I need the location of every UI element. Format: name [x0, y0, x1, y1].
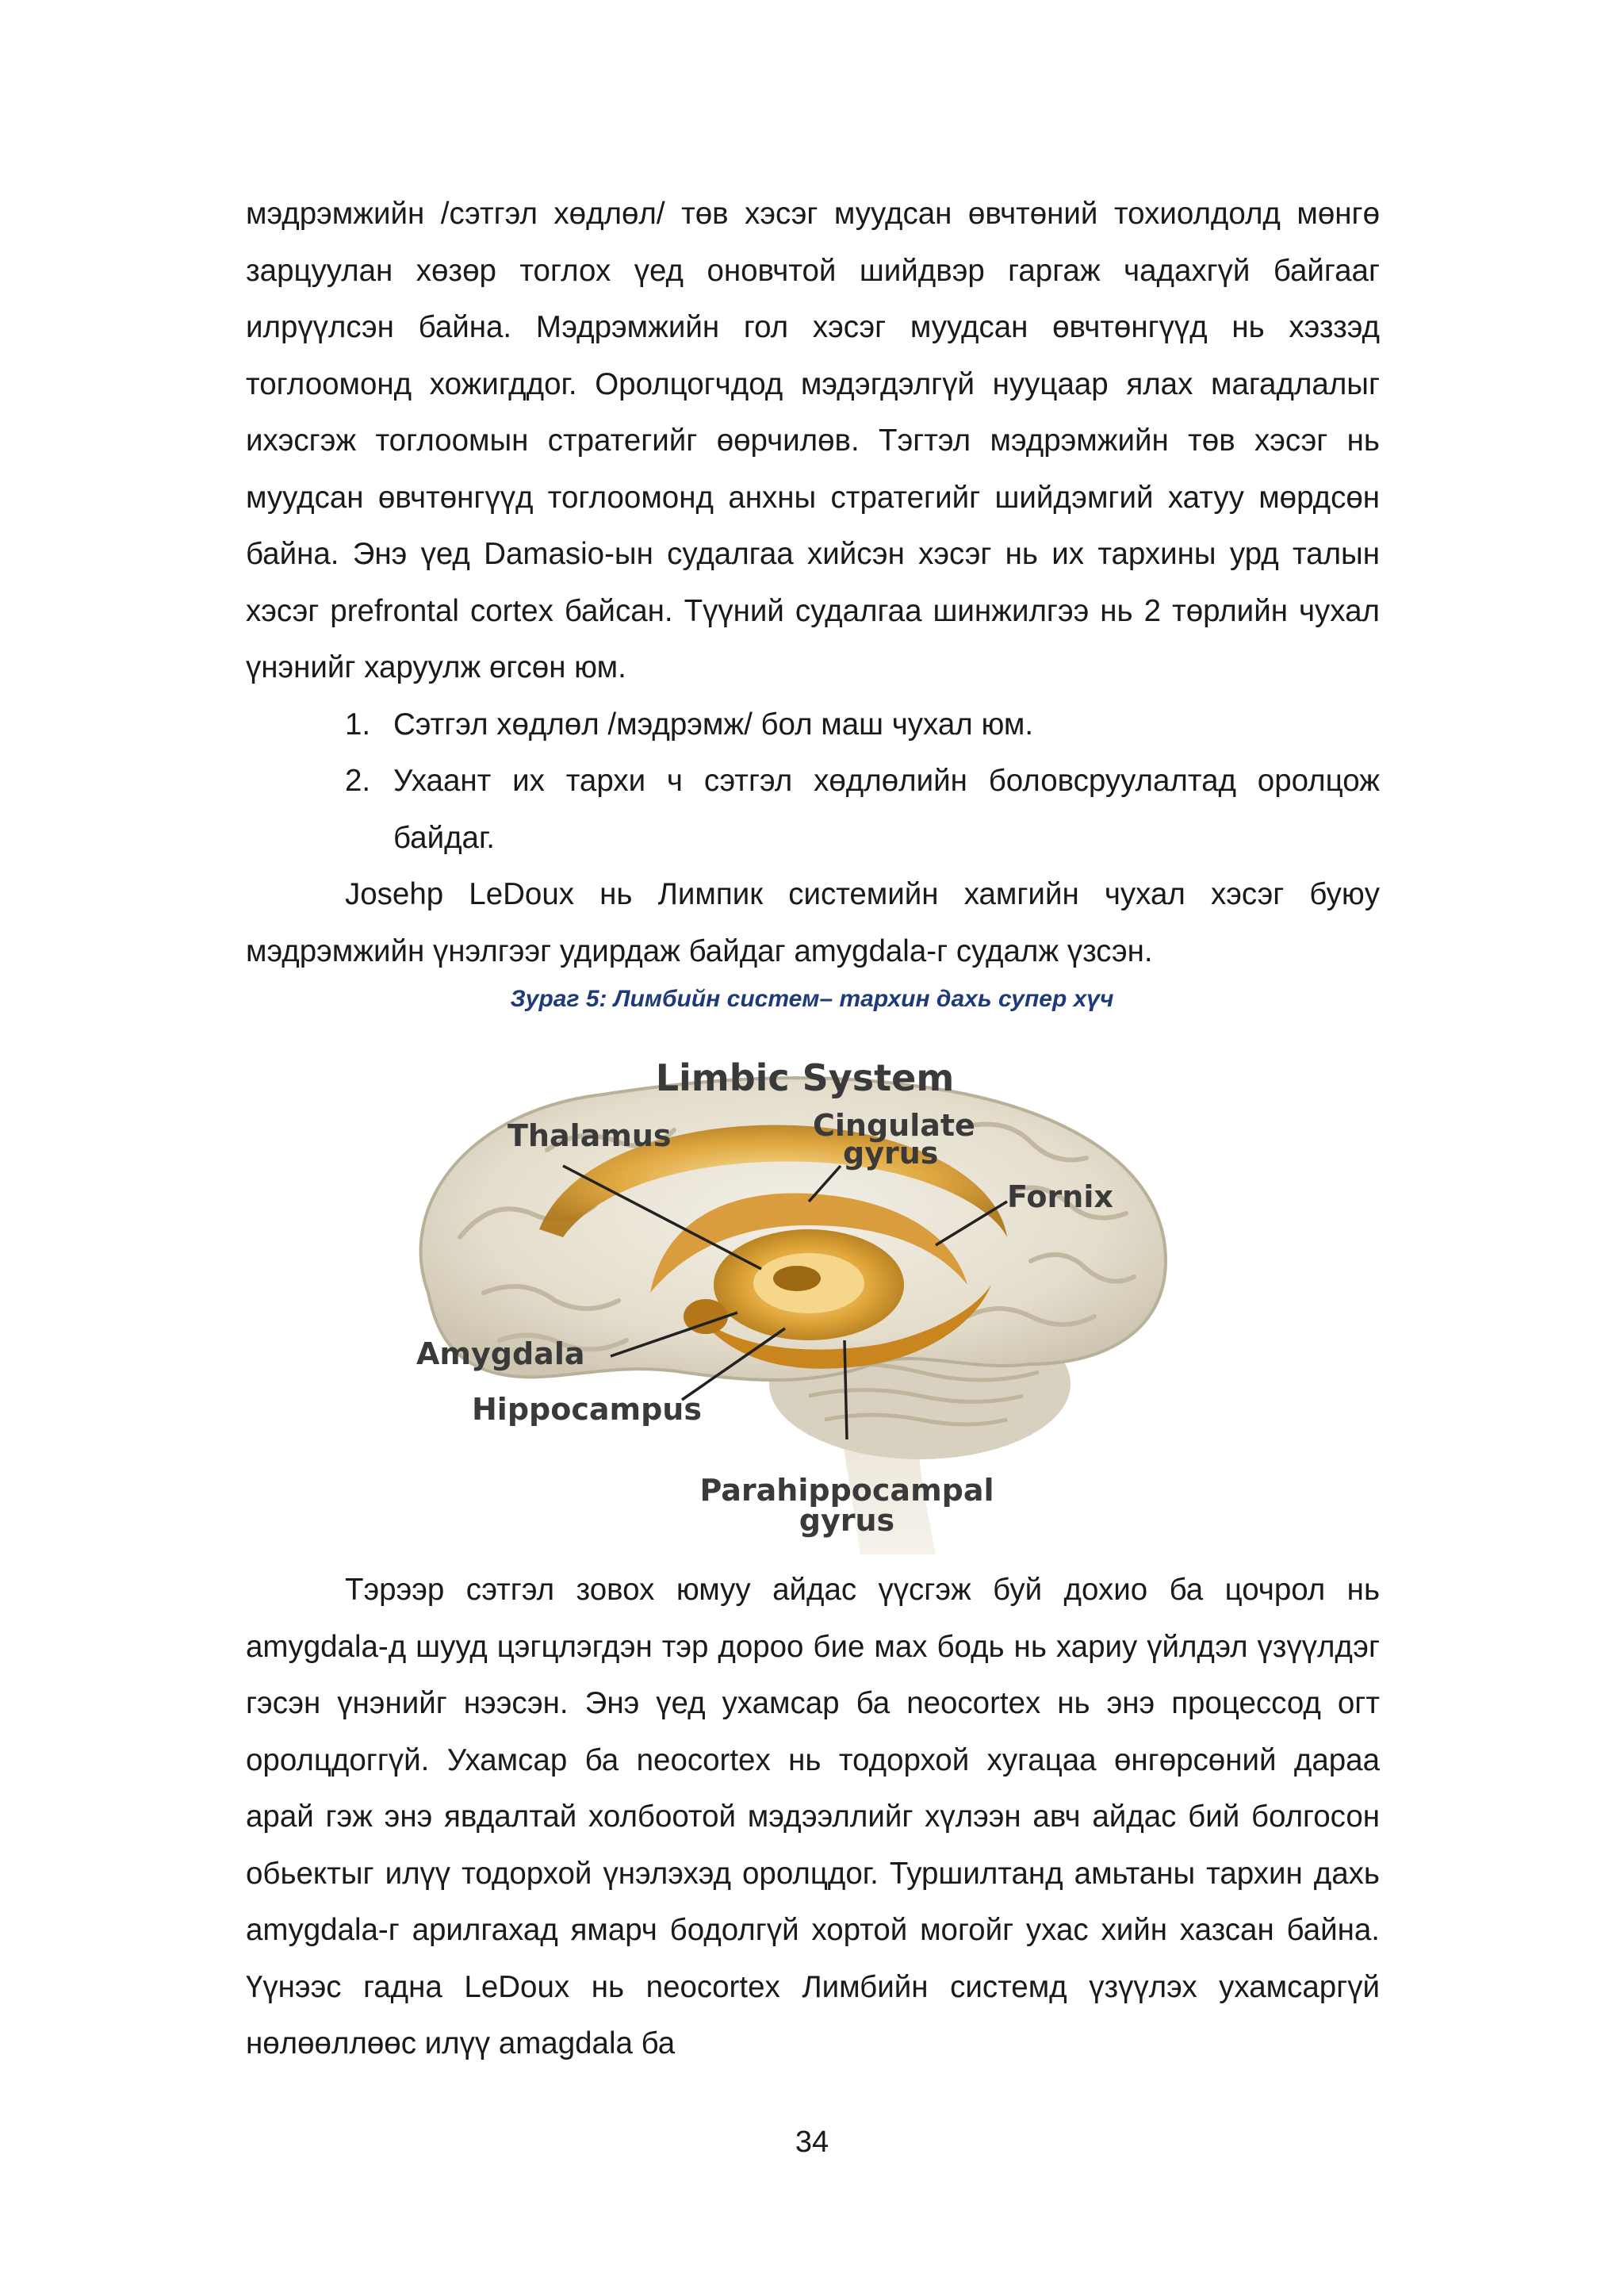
list-item	[246, 753, 1380, 866]
label-amygdala: Amygdala	[416, 1336, 585, 1371]
numbered-list	[246, 696, 1380, 867]
label-parahippocampal-gyrus: gyrus	[799, 1503, 895, 1538]
paragraph-ledoux: Josehp LeDoux нь Лимпик системийн хамгийн чухал хэсэг буюу мэдрэмжийн үнэлгээг удирдаж байдаг amygdala-г судалж үзсэн.	[246, 877, 1380, 968]
list-item-text: Ухаант их тархи ч сэтгэл хөдлөлийн боловсруулалтад оролцож байдаг.	[393, 764, 1380, 855]
figure-title: Limbic System	[655, 1056, 955, 1099]
label-thalamus: Thalamus	[508, 1118, 672, 1153]
paragraph-damasio: мэдрэмжийн /сэтгэл хөдлөл/ төв хэсэг муудсан өвчтөний тохиолдолд мөнгө зарцуулан хөзөр тоглох үед оновчтой шийдвэр гаргаж чадахгүй байгааг илрүүлсэн байна. Мэдрэмжийн гол хэсэг муудсан өвчтөнгүүд нь хэззэд тоглоомонд хожигддог. Оролцогчдод мэдэгдэлгүй нууцаар ялах магадлалыг ихэсгэж тоглоомын стратегийг өөрчилөв. Тэгтэл мэдрэмжийн төв хэсэг нь муудсан өвчтөнгүүд тоглоомонд анхны стратегийг шийдэмгий хатуу мөрдсөн байна. Энэ үед Damasio-ын судалгаа хийсэн хэсэг нь их тархины урд талын хэсэг prefrontal cortex байсан. Түүний судалгаа шинжилгээ нь 2 төрлийн чухал үнэнийг харуулж өгсөн юм.	[246, 197, 1380, 684]
label-cingulate: Cingulate	[813, 1108, 975, 1143]
label-cingulate-gyrus: gyrus	[843, 1136, 939, 1171]
figure-caption: Зураг 5: Лимбийн систем– тархин дахь супер хүч	[510, 986, 1114, 1012]
text-block-bottom	[246, 1562, 1380, 2072]
text-block-top	[246, 186, 1380, 979]
page-number: 34	[795, 2125, 829, 2159]
list-item-text: Сэтгэл хөдлөл /мэдрэмж/ бол маш чухал юм.	[393, 707, 1034, 742]
label-parahippocampal: Parahippocampal	[699, 1473, 994, 1508]
limbic-system-figure	[365, 1031, 1261, 1554]
paragraph-amygdala: Тэрээр сэтгэл зовох юмуу айдас үүсгэж буй дохио ба цочрол нь amygdala-д шууд цэгцлэгдэн тэр дороо бие мах бодь нь хариу үйлдэл үзүүлдэг гэсэн үнэнийг нээсэн. Энэ үед ухамсар ба neocortex нь энэ процессод огт оролцдоггүй. Ухамсар ба neocortex нь тодорхой хугацаа өнгөрсөний дараа арай гэж энэ явдалтай холбоотой мэдээллийг хүлээн авч айдас бий болгосон обьектыг илүү тодорхой үнэлэхэд оролцдог. Туршилтанд амьтаны тархин дахь amygdala-г арилгахад ямарч бодолгүй хортой могойг ухас хийн хазсан байна. Үүнээс гадна LeDoux нь neocortex Лимбийн системд үзүүлэх ухамсаргүй нөлөөллөөс илүү amagdala ба	[246, 1573, 1380, 2060]
label-fornix: Fornix	[1007, 1179, 1113, 1214]
brain-illustration	[365, 1031, 1261, 1554]
list-number: 2.	[345, 764, 371, 798]
list-item	[246, 696, 1380, 753]
list-number: 1.	[345, 707, 371, 742]
label-hippocampus: Hippocampus	[472, 1392, 702, 1427]
